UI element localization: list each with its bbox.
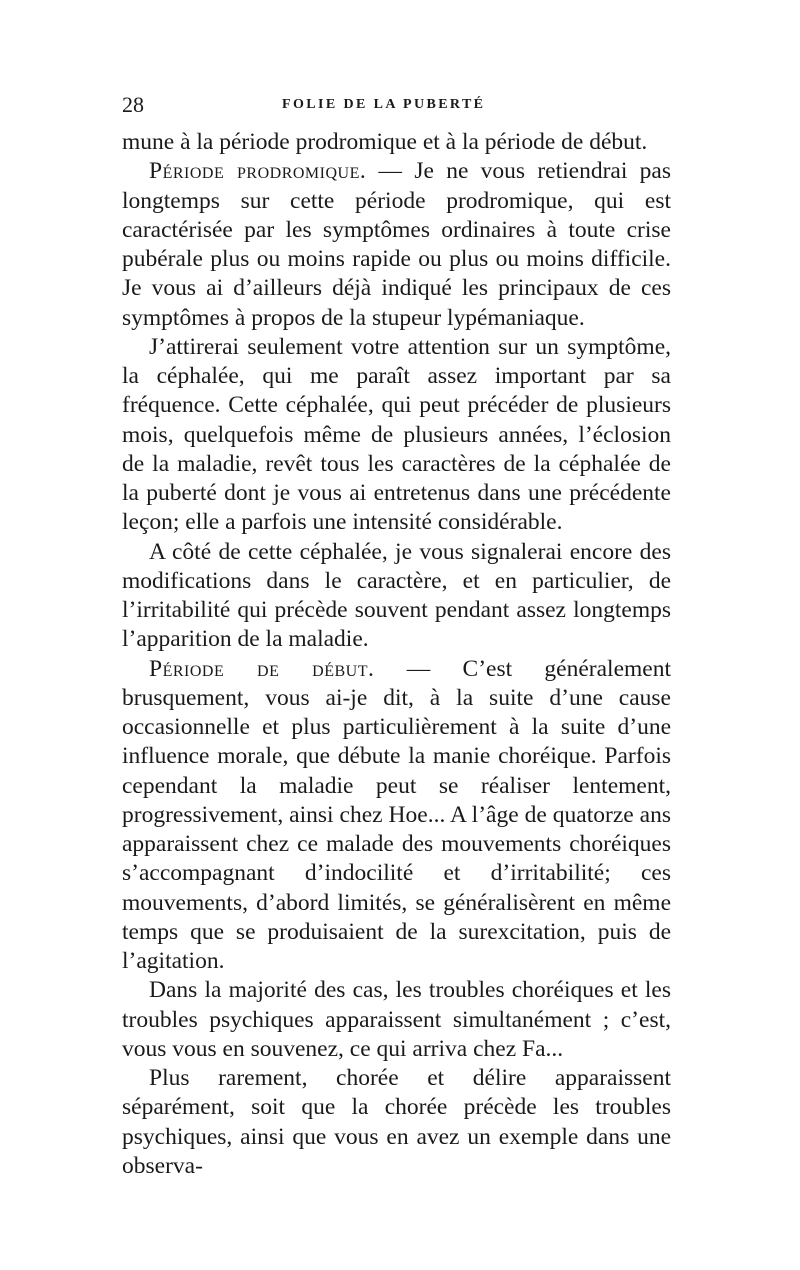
running-title: FOLIE DE LA PUBERTÉ [282,97,486,112]
paragraph-text: Plus rarement, chorée et délire apparaissent séparément, soit que la chorée précède les troubles psychiques, ainsi que vous en avez un exemple dans une observa- [122,1065,671,1179]
paragraph [122,128,671,157]
paragraph-text: Dans la majorité des cas, les troubles choréiques et les troubles psychiques apparaissent simultanément ; c’est, vous vous en souvenez, ce qui arriva chez Fa... [122,977,671,1062]
page-number: 28 [122,92,144,117]
section-heading: Période prodromique. [149,158,367,185]
paragraph [122,976,671,1064]
paragraph [122,333,671,538]
paragraph-text: J’attirerai seulement votre attention sur un symptôme, la céphalée, qui me paraît assez important par sa fréquence. Cette céphalée, qui peut précéder de plusieurs mois, quelquefois même de plusieurs années, l’éclosion de la maladie, revêt tous les caractères de la céphalée de la puberté dont je vous ai entretenus dans une précédente leçon; elle a parfois une intensité considérable. [122,333,671,536]
paragraph [122,538,671,655]
paragraph [122,157,671,333]
paragraph [122,655,671,977]
page-header [122,92,670,122]
paragraph-text: A côté de cette céphalée, je vous signalerai encore des modifications dans le caractère, et en particulier, de l’irritabilité qui précède souvent pendant assez longtemps l’apparition de la maladie. [122,538,671,653]
body-text [122,128,671,1181]
paragraph-text: mune à la période prodromique et à la période de début. [122,129,648,155]
paragraph-text: — Je ne vous retiendrai pas longtemps sur cette période prodromique, qui est caractérisée par les symptômes ordinaires à toute crise pubérale plus ou moins rapide ou plus ou moins difficile. Je vous ai d’ailleurs déjà indiqué les principaux de ces symptômes à propos de la stupeur lypémaniaque. [122,158,671,331]
paragraph [122,1064,671,1181]
paragraph-text: — C’est généralement brusquement, vous ai-je dit, à la suite d’une cause occasionnelle et plus particulièrement à la suite d’une influence morale, que débute la manie choréique. Parfois cependant la maladie peut se réaliser lentement, progressivement, ainsi chez Hoe... A l’âge de quatorze ans apparaissent chez ce malade des mouvements choréiques s’accompagnant d’indocilité et d’irritabilité; ces mouvements, d’abord limités, se généralisèrent en même temps que se produisaient de la surexcitation, puis de l’agitation. [122,655,671,974]
section-heading: Période de début. [149,655,375,682]
